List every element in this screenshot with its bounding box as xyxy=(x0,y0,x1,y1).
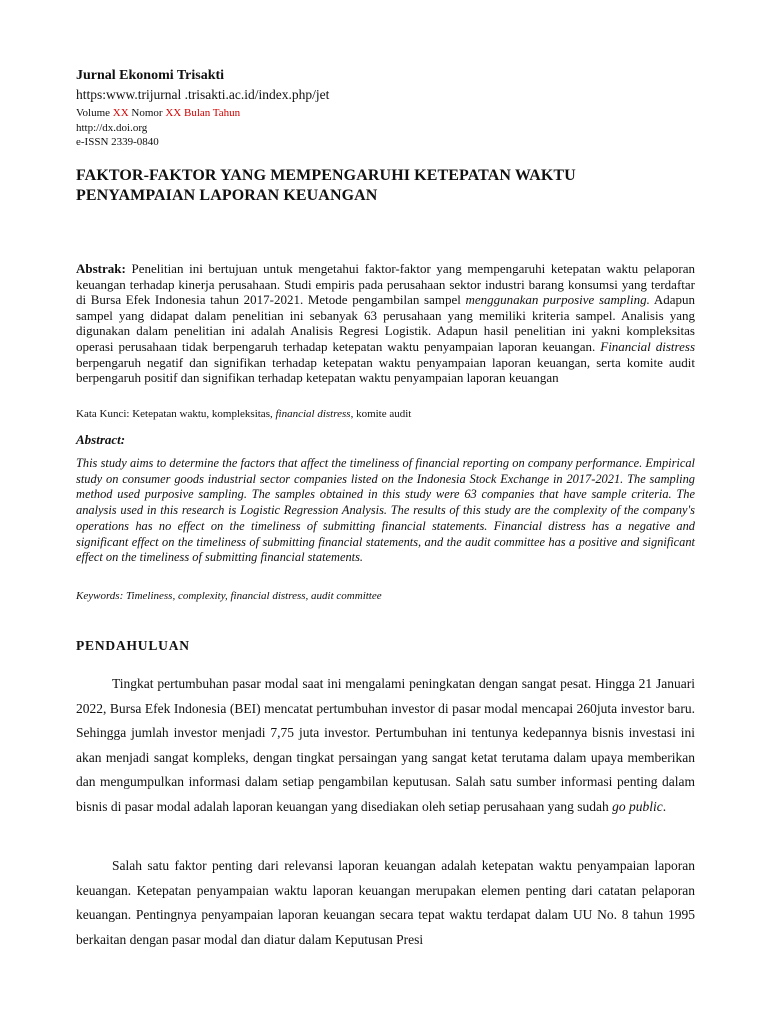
keywords-english: Keywords: Timeliness, complexity, financial distress, audit committee xyxy=(76,590,382,602)
nomor-value: XX Bulan Tahun xyxy=(165,107,241,119)
volume-value: XX xyxy=(112,107,129,119)
body-paragraph-2: Salah satu faktor penting dari relevansi laporan keuangan adalah ketepatan waktu penyampaian laporan keuangan. Ketepatan penyampaian waktu laporan keuangan merupakan elemen penting dari catatan pelaporan keuangan. Pentingnya penyampaian laporan keuangan secara tepat waktu terdapat dalam UU No. 8 tahun 1995 berkaitan dengan pasar modal dan diatur dalam Keputusan Presi xyxy=(76,858,695,947)
journal-url[interactable]: https:www.trijurnal .trisakti.ac.id/index.php/jet xyxy=(76,87,330,102)
doi-link[interactable]: http://dx.doi.org xyxy=(76,122,148,134)
keywords-id-rest: , komite audit xyxy=(350,408,412,420)
body-paragraph-1 xyxy=(76,672,695,819)
volume-label: Volume xyxy=(76,107,111,119)
abstract-indonesian xyxy=(76,261,695,386)
journal-name: Jurnal Ekonomi Trisakti xyxy=(76,68,225,83)
issn: e-ISSN 2339-0840 xyxy=(76,136,159,148)
abstract-id-italic-2: Financial distress xyxy=(600,338,696,354)
keywords-id-label: Kata Kunci: Ketepatan waktu, kompleksitas, xyxy=(76,408,276,420)
abstract-english-text: This study aims to determine the factors that affect the timeliness of financial reporting on company performance. Empirical study on consumer goods industrial sector companies listed on the Indonesia Stock Exchange in 2017-2021. The sampling method used purposive sampling. The samples obtained in this study were 63 companies that have sample criteria. The analysis used in this research is Logistic Regression Analysis. The results of this study are the complexity of the company's operations has no effect on the timeliness of submitting financial statements. Financial distress has a negative and significant effect on the timeliness of submitting financial statements, and the audit committee has a positive and significant effect on the timeliness of submitting financial statements. xyxy=(76,456,695,565)
paragraph-1-text: Tingkat pertumbuhan pasar modal saat ini mengalami peningkatan dengan sangat pesat. Hingga 21 Januari 2022, Bursa Efek Indonesia (BEI) mencatat pertumbuhan investor di pasar modal mencapai 260juta investor baru. Sehingga jumlah investor menjadi 7,75 juta investor. Pertumbuhan ini tentunya kedepannya bisnis investasi ini akan menjadi sangat kompleks, dengan tingkat persaingan yang sangat ketat terutama dalam upaya memberikan dan mengumpulkan informasi dalam setiap pengambilan keputusan. Salah satu sumber informasi penting dalam bisnis di pasar modal adalah laporan keuangan yang disediakan oleh setiap perusahaan yang sudah xyxy=(76,676,695,814)
abstract-id-text-1: Penelitian ini bertujuan untuk mengetahui faktor-faktor yang mempengaruhi ketepatan waktu pelaporan keuangan terhadap kinerja perusahaan. Studi empiris pada perusahaan sektor industri barang konsumsi yang terdaftar di Bursa Efek Indonesia tahun 2017-2021. Metode pengambilan sampel xyxy=(76,261,695,308)
section-heading: PENDAHULUAN xyxy=(76,638,190,653)
abstract-id-text-3: berpengaruh negatif dan signifikan terhadap ketepatan waktu penyampaian laporan keuangan, serta komite audit berpengaruh positif dan signifikan terhadap ketepatan waktu penyampaian laporan keuangan xyxy=(76,354,695,386)
paragraph-1-italic: go public xyxy=(612,798,663,814)
title-line-1: FAKTOR-FAKTOR YANG MEMPENGARUHI KETEPATAN WAKTU xyxy=(76,167,576,184)
keywords-indonesian xyxy=(76,408,411,420)
volume-line xyxy=(76,106,240,120)
keywords-id-italic: financial distress xyxy=(275,408,351,420)
abstract-id-label: Abstrak: xyxy=(76,261,126,276)
abstract-id-text-2: Adapun sampel yang didapat dalam penelitian ini sebanyak 63 perusahaan yang memiliki kriteria sampel. Analisis yang digunakan dalam penelitian ini adalah Analisis Regresi Logistik. Adapun hasil penelitian ini yakni kompleksitas operasi perusahaan tidak berpengaruh terhadap ketepatan waktu penyampaian laporan keuangan. xyxy=(76,292,695,354)
abstract-english-heading: Abstract: xyxy=(76,432,126,447)
paragraph-1-end: . xyxy=(662,798,667,814)
abstract-id-italic-1: menggunakan purposive sampling. xyxy=(465,292,650,308)
nomor-label: Nomor xyxy=(131,107,163,119)
title-line-2: PENYAMPAIAN LAPORAN KEUANGAN xyxy=(76,187,378,204)
paper-title xyxy=(76,166,696,206)
